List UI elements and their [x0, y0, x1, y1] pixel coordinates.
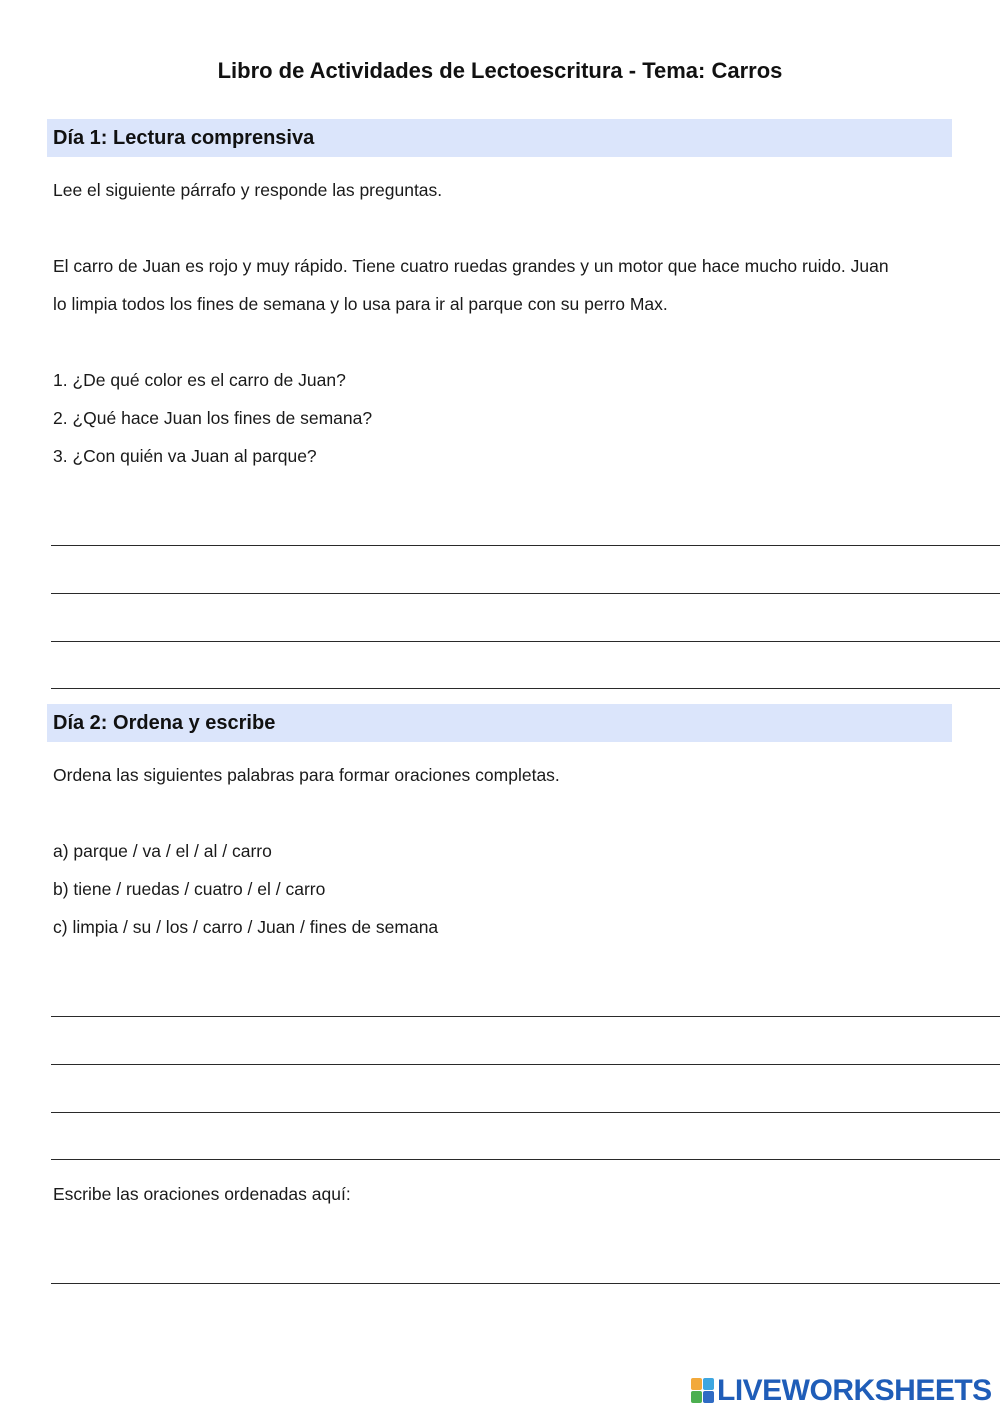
day1-paragraph-line-1: El carro de Juan es rojo y muy rápido. Tiene cuatro ruedas grandes y un motor que hace mucho ruido. Juan	[53, 256, 889, 276]
day1-paragraph-line-2: lo limpia todos los fines de semana y lo usa para ir al parque con su perro Max.	[53, 294, 668, 314]
day2-answer-line[interactable]	[51, 1159, 1000, 1160]
day1-instruction: Lee el siguiente párrafo y responde las preguntas.	[53, 180, 443, 200]
day2-item-a: a) parque / va / el / al / carro	[53, 841, 272, 861]
day2-answer-line[interactable]	[51, 1112, 1000, 1113]
day1-answer-line[interactable]	[51, 593, 1000, 594]
liveworksheets-logo-text: LIVEWORKSHEETS	[717, 1374, 992, 1407]
day2-item-c: c) limpia / su / los / carro / Juan / fines de semana	[53, 917, 439, 937]
day2-instruction: Ordena las siguientes palabras para formar oraciones completas.	[53, 765, 560, 785]
day2-write-prompt: Escribe las oraciones ordenadas aquí:	[53, 1184, 351, 1204]
day2-item-b: b) tiene / ruedas / cuatro / el / carro	[53, 879, 326, 899]
final-answer-line[interactable]	[51, 1283, 1000, 1284]
day1-answer-line[interactable]	[51, 545, 1000, 546]
day2-answer-line[interactable]	[51, 1016, 1000, 1017]
day1-answer-line[interactable]	[51, 641, 1000, 642]
day1-question-1: 1. ¿De qué color es el carro de Juan?	[53, 370, 346, 390]
day1-question-3: 3. ¿Con quién va Juan al parque?	[53, 446, 317, 466]
day1-question-2: 2. ¿Qué hace Juan los fines de semana?	[53, 408, 373, 428]
section-header-day1: Día 1: Lectura comprensiva	[47, 119, 952, 157]
liveworksheets-logo-icon	[691, 1378, 715, 1404]
section-header-day2: Día 2: Ordena y escribe	[47, 704, 952, 742]
document-title: Libro de Actividades de Lectoescritura - Tema: Carros	[217, 58, 783, 83]
liveworksheets-logo[interactable]	[691, 1375, 992, 1407]
day1-answer-line[interactable]	[51, 688, 1000, 689]
day2-answer-line[interactable]	[51, 1064, 1000, 1065]
